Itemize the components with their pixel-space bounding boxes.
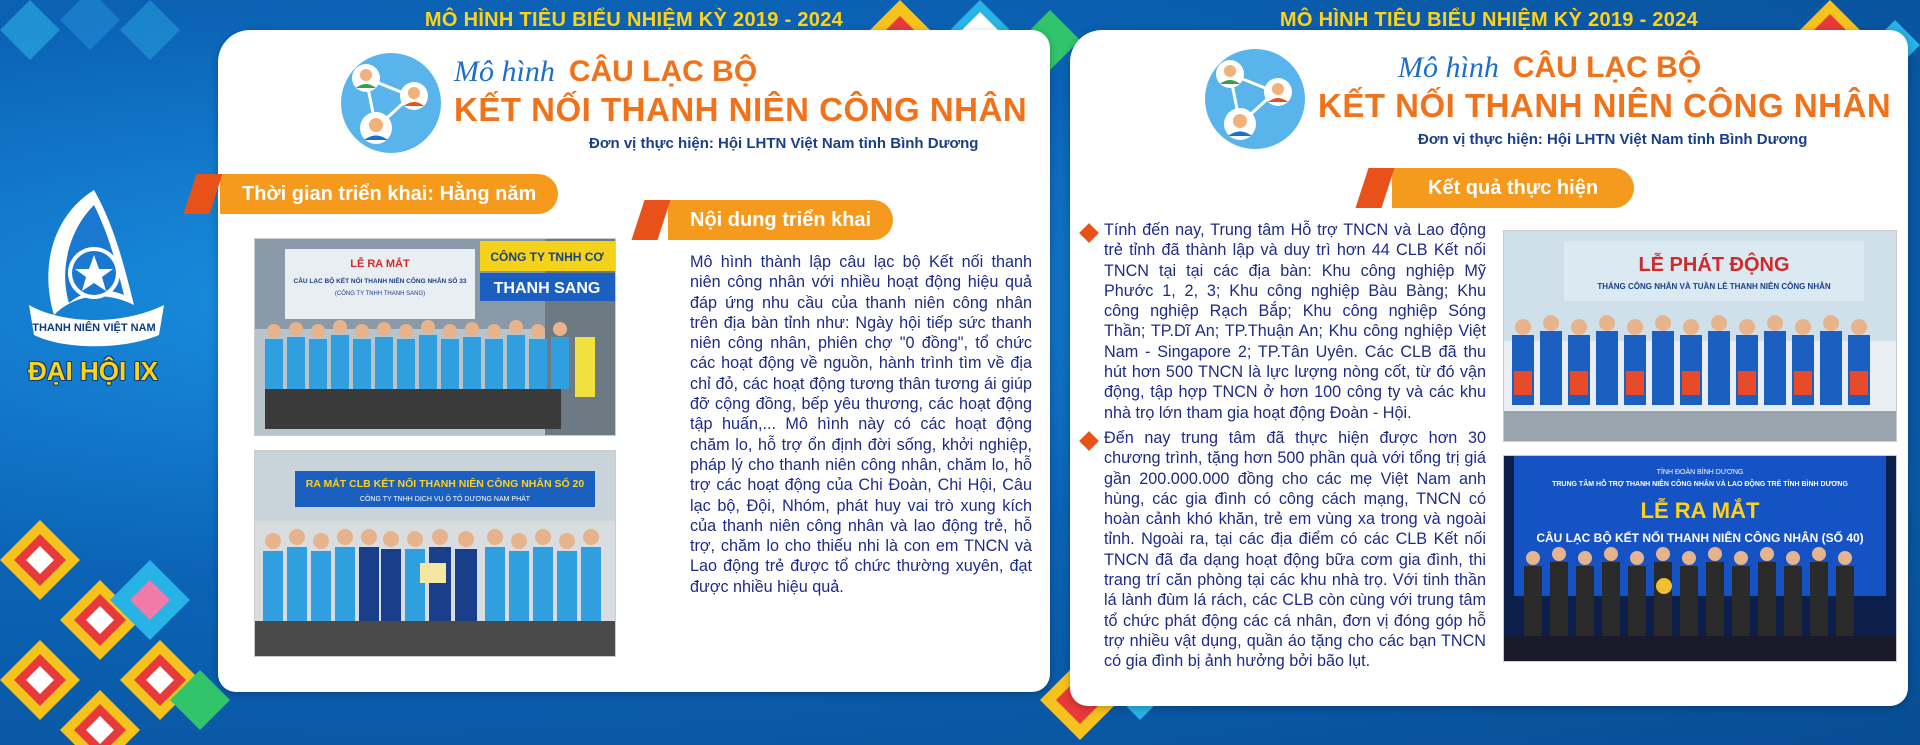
pattern-top-left: [0, 0, 220, 120]
left-page-title: KẾT NỐI THANH NIÊN CÔNG NHÂN: [454, 90, 1028, 128]
right-unit: Đơn vị thực hiện: Hội LHTN Việt Nam tỉnh Bình Dương: [1418, 130, 1808, 148]
right-para-2: Đến nay trung tâm đã thực hiện được hơn 30 chương trình, tặng hơn 500 phần quà với tổng trị giá gần 200.000.000 đồng cho các mẹ Việt Nam anh hùng, các gia đình có công cách mạng, TNCN có hoàn cảnh khó khăn, trẻ em vùng xa trong và ngoài tỉnh. Ngoài ra, tại các địa điểm có các CLB Kết nối TNCN đã đa dạng hoạt động bữa cơm gia đình, thi trang trí căn phòng tại các khu nhà trọ. Với tinh thần lá lành đùm lá rách, các CLB còn cùng với trung tâm tổ chức phát động các cá nhân, đơn vị đóng góp hỗ trợ nhiều vật dụng, quần áo tặng cho các bạn TNCN có gia đình bị ảnh hưởng bởi bão lụt.: [1104, 429, 1486, 671]
left-title-block: [454, 55, 1027, 152]
photo2-banner: RA MẮT CLB KẾT NỐI THANH NIÊN CÔNG NHÂN SỐ 20: [305, 478, 585, 490]
left-panel: [218, 30, 1050, 692]
rphoto2-sub: CÂU LẠC BỘ KẾT NỐI THANH NIÊN CÔNG NHÂN (SỐ 40): [1536, 531, 1864, 545]
ribbon-time-label: Thời gian triển khai: Hằng năm: [220, 174, 558, 214]
left-photo-2: [254, 450, 616, 657]
left-content-text: Mô hình thành lập câu lạc bộ Kết nối thanh niên công nhân với nhiều hoạt động hiệu quả đáp ứng nhu cầu của thanh niên công nhân trên địa bàn tỉnh như: Ngày hội tiếp sức thanh niên công nhân, phiên chợ "0 đồng", tổ chức các hoạt động về nguồn, hành trình tìm về địa chỉ đỏ, các hoạt động tương thân tương ái giúp đỡ cộng đồng, bếp yêu thương, các hoạt động tập huấn,... Mô hình này có các hoạt động chăm lo, hỗ trợ ổn định đời sống, khởi nghiệp, pháp lý cho thanh niên công nhân, chăm lo, hỗ trợ các hoạt động của Chi Đoàn, Chi Hội, Câu lạc bộ, Đội, Nhóm, phát huy vai trò xung kích của thanh niên công nhân và lao động trẻ, hỗ trợ, chăm lo cho thiếu nhi là con em TNCN và Lao động trẻ được tổ chức thường xuyên, đạt được nhiều hiệu quả.: [690, 253, 1032, 596]
photo2-sub: CÔNG TY TNHH DỊCH VỤ Ô TÔ DƯƠNG NAM PHÁT: [359, 496, 531, 503]
ribbon-content-label: Nội dung triển khai: [668, 200, 893, 240]
left-photo-1: [254, 238, 616, 436]
ribbon-result: [1362, 168, 1634, 208]
rphoto2-top: TỈNH ĐOÀN BÌNH DƯƠNG: [1656, 469, 1744, 476]
right-page-title: KẾT NỐI THANH NIÊN CÔNG NHÂN: [1318, 86, 1892, 124]
photo1-sign-title: LỄ RA MẮT: [350, 258, 410, 270]
photo1-company-name: THANH SANG: [493, 280, 601, 297]
left-header: [336, 48, 1027, 158]
rphoto1-title: LỄ PHÁT ĐỘNG: [1638, 254, 1790, 276]
right-banner-title: MÔ HÌNH TIÊU BIỂU NHIỆM KỲ 2019 - 2024: [1279, 8, 1699, 31]
bullet-2: [1079, 431, 1099, 451]
right-panel: [1070, 30, 1908, 706]
right-para-1: Tính đến nay, Trung tâm Hỗ trợ TNCN và Lao động trẻ tỉnh đã thành lập và duy trì hơn 44 CLB Kết nối TNCN tại tại các địa bàn: Khu công nghiệp Mỹ Phước 1, 2, 3; Khu công nghiệp Bàu Bàng; Khu công nghiệp Rạch Bắp; Khu công nghiệp Sóng Thần; TP.Dĩ An; TP.Thuận An; Khu công nghiệp Việt Nam - Singapore 2; TP.Tân Uyên. Các CLB đã thu hút hơn 500 TNCN là lực lượng nòng cốt, từ đó vận động, tập hợp TNCN ở hơn 100 công ty và các khu nhà trọ lớn tham gia hoạt động Đoàn - Hội.: [1104, 221, 1486, 422]
pattern-bottom-left: [0, 520, 230, 745]
bullet-1: [1079, 223, 1099, 243]
network-people-icon-right: [1200, 44, 1310, 154]
right-photo-2: [1503, 455, 1897, 662]
congress-label: ĐẠI HỘI IX: [28, 356, 159, 386]
photo1-sign-company: (CÔNG TY TNHH THANH SANG): [334, 291, 426, 297]
right-header: [1200, 44, 1891, 154]
left-banner-title: MÔ HÌNH TIÊU BIỂU NHIỆM KỲ 2019 - 2024: [424, 8, 844, 31]
right-clb: CÂU LẠC BỘ: [1512, 50, 1702, 84]
network-people-icon: [336, 48, 446, 158]
left-clb: CÂU LẠC BỘ: [568, 54, 758, 88]
ribbon-content: [638, 200, 893, 240]
logo-org-text: THANH NIÊN VIỆT NAM: [32, 322, 156, 334]
left-unit: Đơn vị thực hiện: Hội LHTN Việt Nam tỉnh Bình Dương: [589, 134, 979, 152]
youth-union-logo: [14, 185, 174, 385]
right-photo-1: [1503, 230, 1897, 442]
left-mo-hinh: Mô hình: [454, 54, 555, 88]
rphoto2-org: TRUNG TÂM HỖ TRỢ THANH NIÊN CÔNG NHÂN VÀ LAO ĐỘNG TRẺ TỈNH BÌNH DƯƠNG: [1552, 481, 1848, 488]
rphoto1-sub: THÁNG CÔNG NHÂN VÀ TUẦN LỄ THANH NIÊN CÔNG NHÂN: [1597, 282, 1831, 291]
rphoto2-title: LỄ RA MẮT: [1640, 498, 1760, 523]
ribbon-time: [190, 174, 558, 214]
right-mo-hinh: Mô hình: [1398, 50, 1499, 84]
right-title-block: [1318, 51, 1891, 148]
ribbon-result-label: Kết quả thực hiện: [1392, 168, 1634, 208]
photo1-sign-sub: CÂU LẠC BỘ KẾT NỐI THANH NIÊN CÔNG NHÂN SỐ 33: [293, 278, 467, 285]
photo1-company-banner: CÔNG TY TNHH CƠ: [490, 250, 604, 264]
